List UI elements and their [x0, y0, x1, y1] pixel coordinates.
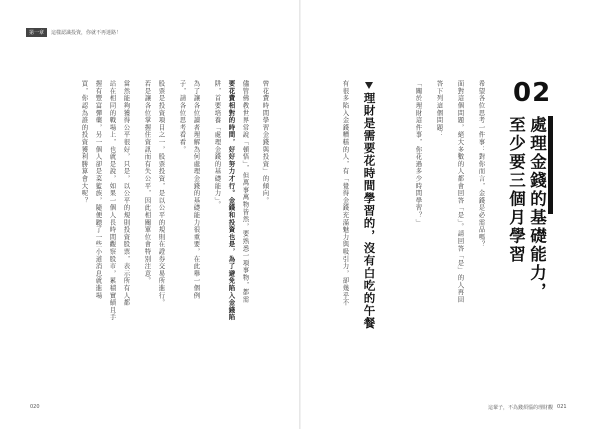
- chapter-title: 這樣認識投資，你就不再迷路！: [51, 30, 122, 36]
- section-number: 02: [513, 78, 552, 108]
- intro-column: 面對這個問題，絕大多數的人都會回答「是」。請回答「是」的人再回: [456, 80, 465, 304]
- title-accent-bar: [548, 116, 553, 214]
- intro-column: 答下列這個問題：: [435, 80, 444, 139]
- body-column: 站在相同的戰場上，也就是說，如果一個人長時間觀察股市，累積實績且手: [108, 80, 117, 321]
- body-column: 儘管佛教世界常說「頓悟」，但萬事萬物皆然，要熟悉一項事物，都需: [241, 80, 250, 304]
- body-column: 阱，首要培養「處理金錢的基礎能力」。: [213, 80, 222, 209]
- body-column: 子，請各位思考看看。: [178, 80, 187, 153]
- triangle-bullet-icon: [365, 82, 373, 89]
- body-column: 握有豐富彈藥，另一個人卻是菜籃族，隨便聽了一些小道消息就進場: [94, 80, 103, 299]
- body-column: 當然能夠獲得公平很好，只是，以公平的規則投資股票，表示所有人都: [122, 80, 131, 307]
- page-number-right: 021: [557, 404, 567, 410]
- body-column: 若是讓各位掌握住資訊而有失公平，因此相關單位會特別注意。: [143, 80, 152, 285]
- body-column: 有很多陷入金錢糟糕的人，有「覺得金錢充滿魅力與吸引力，卻幾乎不: [341, 80, 350, 307]
- running-footer: [488, 404, 567, 411]
- body-column: 曾花費時間學習金錢與投資」的傾向。: [261, 80, 270, 205]
- emphasis-column: 要花費相對的時間，好好努力才行。金錢和投資也是，為了避免陷入金錢陷: [227, 80, 236, 321]
- section-title-line-1: 處理金錢的基礎能力，: [527, 116, 547, 301]
- page-number-left: 020: [30, 404, 40, 410]
- intro-column: 希望各位思考一件事：對你而言，金錢是必需品嗎？: [477, 80, 486, 248]
- body-column: 股票是投資項目之一，股票投資，是以公平的規則在證券交易所進行。: [157, 80, 166, 307]
- book-title-footer: 這輩子，不為錢煩惱的理財觀: [488, 405, 554, 411]
- running-header: [26, 28, 121, 37]
- section-title-line-2: 至少要三個月學習: [506, 116, 526, 264]
- body-column: 為了讓各位讀者理解為何處理金錢的基礎能力很重要，在此舉一個例: [192, 80, 201, 299]
- intro-column: 「關於理財這件事，你花過多少時間學習？」: [414, 80, 423, 226]
- subheading: 理財是需要花時間學習的，沒有白吃的午餐: [362, 92, 377, 330]
- body-column: 買，你認為誰的投資獲利勝算會大呢？: [80, 80, 89, 205]
- chapter-label: 第一章: [26, 28, 47, 37]
